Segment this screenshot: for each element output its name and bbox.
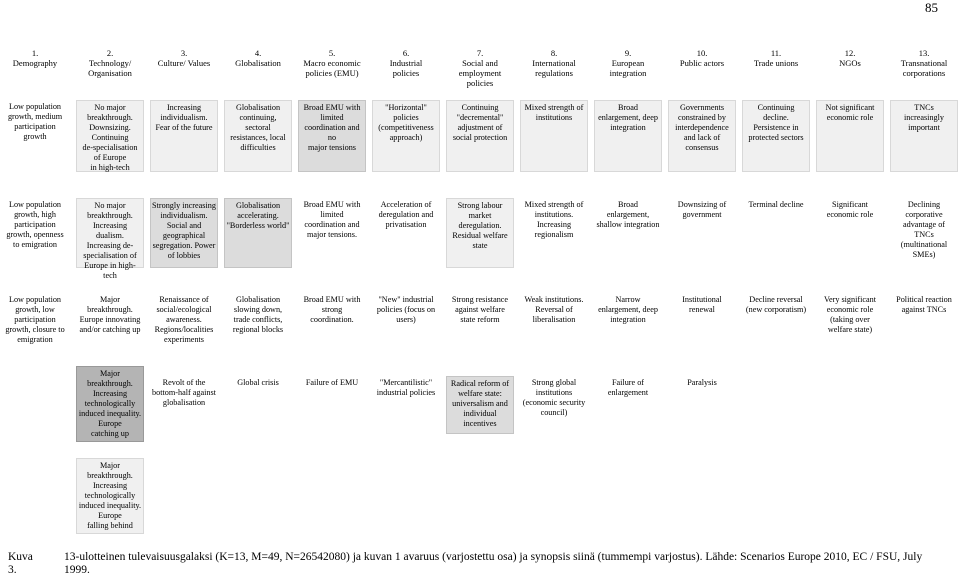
grid-cell: Terminal decline [748,200,804,209]
grid-cell: Weak institutions. Reversal of liberalisation [524,295,584,324]
header-social: 7. Social and employment policies [458,48,502,88]
grid-cell: Globalisation slowing down, trade conflicts, regional blocks [232,295,284,334]
grid-cell: Political reaction against TNCs [896,295,952,314]
page-number: 85 [925,0,938,15]
grid-cell: Mixed strength of institutions [520,100,588,172]
header-european: 9. European integration [609,48,647,78]
grid-cell: "Horizontal" policies (competitiveness approach) [372,100,440,172]
grid-cell: Very significant economic role (taking over welfare state) [823,295,877,334]
header-industrial: 6. Industrial policies [389,48,423,78]
grid-cell: Low population growth, medium participation growth [7,102,63,141]
grid-cell: Broad enlargement, shallow integration [596,200,660,229]
grid-cell: Major breakthrough. Europe innovating and/or catching up [79,295,141,334]
grid-cell: "Mercantilistic" industrial policies [376,378,436,397]
grid-cell: Low population growth, low participation growth, closure to emigration [5,295,65,344]
grid-cell: Continuing "decremental" adjustment of social protection [446,100,514,172]
header-trade-unions: 11. Trade unions [753,48,799,68]
grid-cell: Downsizing of government [677,200,727,219]
grid-cell: Global crisis [237,378,279,387]
header-globalisation: 4. Globalisation [235,48,281,68]
header-demography: 1. Demography [12,48,58,68]
grid-cell: Strongly increasing individualism. Social and geographical segregation. Power of lobbies [150,198,218,268]
grid-cell: TNCs increasingly important [890,100,958,172]
grid-cell: Mixed strength of institutions. Increasing regionalism [524,200,584,239]
grid-cell: Strong labour market deregulation. Residual welfare state [446,198,514,268]
grid-cell: No major breakthrough. Increasing dualism. Increasing de- specialisation of Europe in high- tech [76,198,144,268]
grid-cell: Failure of EMU [305,378,359,387]
grid-cell: Decline reversal (new corporatism) [745,295,807,314]
grid-cell: Globalisation accelerating. "Borderless world" [224,198,292,268]
grid-cell: Strong resistance against welfare state reform [451,295,509,324]
grid-cell: Globalisation continuing, sectoral resistances, local difficulties [224,100,292,172]
grid-cell: Governments constrained by interdependence and lack of consensus [668,100,736,172]
header-macro-economic: 5. Macro economic policies (EMU) [303,48,361,78]
grid-cell: Failure of enlargement [607,378,649,397]
grid-cell: Acceleration of deregulation and privatisation [378,200,434,229]
header-culture: 3. Culture/ Values [157,48,211,68]
grid-cell: No major breakthrough. Downsizing. Continuing de-specialisation of Europe in high-tech [76,100,144,172]
grid-cell: "New" industrial policies (focus on users) [376,295,436,324]
grid-cell: Continuing decline. Persistence in protected sectors [742,100,810,172]
caption-label: Kuva 3. [8,551,33,576]
grid-cell: Narrow enlargement, deep integration [598,295,658,324]
grid-cell: Increasing individualism. Fear of the future [150,100,218,172]
grid-cell: Broad enlargement, deep integration [594,100,662,172]
grid-cell: Major breakthrough. Increasing technologically induced inequality. Europe catching up [76,366,144,442]
header-public-actors: 10. Public actors [679,48,725,68]
grid-cell: Low population growth, high participation growth, openness to emigration [6,200,64,249]
grid-cell: Not significant economic role [816,100,884,172]
header-technology: 2. Technology/ Organisation [88,48,132,78]
grid-cell: Broad EMU with strong coordination. [303,295,361,324]
grid-cell: Strong global institutions (economic security council) [522,378,586,417]
header-tnc: 13. Transnational corporations [900,48,948,78]
grid-cell: Broad EMU with limited coordination and no major tensions [298,100,366,172]
caption-text: 13-ulotteinen tulevaisuusgalaksi (K=13, M=49, N=26542080) ja kuvan 1 avaruus (varjostettu osa) ja synopsis siinä (tummempi varjostus). Lähde: Scenarios Europe 2010, EC / FSU, July 1999. [64,551,923,576]
grid-cell: Revolt of the bottom-half against globalisation [152,378,216,407]
grid-cell: Major breakthrough. Increasing technologically induced inequality. Europe falling behind [76,458,144,534]
header-ngos: 12. NGOs [839,48,861,68]
grid-cell: Declining corporative advantage of TNCs (multinational SMEs) [900,200,948,259]
grid-cell: Radical reform of welfare state: universalism and individual incentives [446,376,514,434]
grid-cell: Renaissance of social/ecological awareness. Regions/localities experiments [154,295,214,344]
grid-cell: Institutional renewal [682,295,722,314]
grid-cell: Broad EMU with limited coordination and major tensions. [303,200,361,239]
grid-cell: Paralysis [687,378,717,387]
header-international: 8. International regulations [532,48,576,78]
grid-cell: Significant economic role [826,200,874,219]
